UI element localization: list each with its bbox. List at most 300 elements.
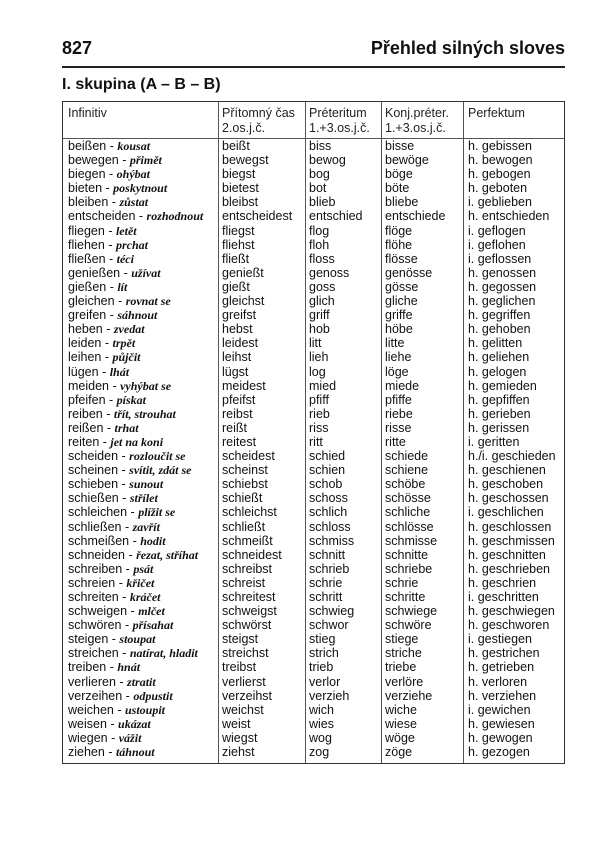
dash-separator: - bbox=[104, 745, 116, 760]
infinitive-cell bbox=[68, 632, 155, 646]
perfect-cell: i. geflossen bbox=[468, 251, 532, 266]
czech-translation: jet na koni bbox=[110, 434, 164, 449]
dash-separator: - bbox=[127, 505, 139, 520]
infinitive-cell bbox=[68, 548, 198, 562]
infinitive-cell bbox=[68, 477, 163, 491]
present-cell: weichst bbox=[222, 702, 264, 717]
present-cell: fliegst bbox=[222, 223, 255, 238]
table-row bbox=[63, 548, 564, 562]
table-row bbox=[63, 181, 564, 195]
konjunktiv-cell: bliebe bbox=[385, 195, 419, 210]
dash-separator: - bbox=[105, 251, 117, 266]
preterite-cell: rieb bbox=[309, 406, 330, 421]
preterite-cell: stieg bbox=[309, 632, 336, 647]
dash-separator: - bbox=[107, 730, 119, 745]
table-row bbox=[63, 393, 564, 407]
konjunktiv-cell: schliche bbox=[385, 505, 431, 520]
infinitive: schneiden bbox=[68, 547, 125, 562]
dash-separator: - bbox=[106, 660, 118, 675]
table-row bbox=[63, 435, 564, 449]
preterite-cell: glich bbox=[309, 294, 335, 309]
present-cell: bewegst bbox=[222, 153, 269, 168]
present-cell: biegst bbox=[222, 167, 256, 182]
konjunktiv-cell: wöge bbox=[385, 730, 415, 745]
preterite-cell: mied bbox=[309, 378, 337, 393]
present-cell: ziehst bbox=[222, 745, 255, 760]
table-row bbox=[63, 731, 564, 745]
perfect-cell: i. geritten bbox=[468, 434, 520, 449]
dash-separator: - bbox=[106, 279, 118, 294]
table-row bbox=[63, 562, 564, 576]
table-row bbox=[63, 675, 564, 689]
czech-translation: poskytnout bbox=[113, 181, 168, 196]
czech-translation: zvedat bbox=[113, 322, 145, 337]
infinitive: reiten bbox=[68, 434, 100, 449]
konjunktiv-cell: schmisse bbox=[385, 533, 438, 548]
preterite-cell: verzieh bbox=[309, 688, 350, 703]
konjunktiv-cell: ritte bbox=[385, 434, 406, 449]
preterite-cell: genoss bbox=[309, 265, 350, 280]
infinitive: schreiben bbox=[68, 561, 123, 576]
section-title: Přehled silných sloves bbox=[370, 38, 565, 58]
preterite-cell: verlor bbox=[309, 674, 341, 689]
infinitive: leiden bbox=[68, 336, 102, 351]
present-cell: fließt bbox=[222, 251, 250, 266]
infinitive-cell bbox=[68, 209, 203, 223]
perfect-cell: h. geglichen bbox=[468, 294, 536, 309]
dash-separator: - bbox=[118, 449, 130, 464]
dash-separator: - bbox=[118, 491, 130, 506]
header-perfect: Perfektum bbox=[468, 106, 525, 120]
perfect-cell: h. geschossen bbox=[468, 491, 549, 506]
preterite-cell: schloss bbox=[309, 519, 351, 534]
dash-separator: - bbox=[105, 167, 117, 182]
konjunktiv-cell: striche bbox=[385, 646, 422, 661]
czech-translation: rozhodnout bbox=[146, 209, 204, 224]
dash-separator: - bbox=[109, 378, 121, 393]
infinitive: schmeißen bbox=[68, 533, 130, 548]
table-row bbox=[63, 491, 564, 505]
preterite-cell: pfiff bbox=[309, 392, 329, 407]
dash-separator: - bbox=[98, 364, 110, 379]
konjunktiv-cell: litte bbox=[385, 336, 405, 351]
infinitive: schweigen bbox=[68, 604, 128, 619]
table-row bbox=[63, 266, 564, 280]
infinitive: schleichen bbox=[68, 505, 128, 520]
infinitive: schreiten bbox=[68, 590, 119, 604]
perfect-cell: h. geliehen bbox=[468, 350, 530, 365]
perfect-cell: i. gewichen bbox=[468, 702, 531, 717]
perfect-cell: i. geflogen bbox=[468, 223, 526, 238]
konjunktiv-cell: miede bbox=[385, 378, 420, 393]
infinitive: leihen bbox=[68, 350, 102, 365]
infinitive-cell bbox=[68, 703, 165, 717]
infinitive-cell bbox=[68, 407, 176, 421]
czech-translation: prchat bbox=[115, 237, 148, 252]
table-row bbox=[63, 365, 564, 379]
perfect-cell: h. gelitten bbox=[468, 336, 523, 351]
konjunktiv-cell: böte bbox=[385, 181, 410, 196]
konjunktiv-cell: flöhe bbox=[385, 237, 413, 252]
infinitive: bieten bbox=[68, 181, 103, 196]
table-row bbox=[63, 590, 564, 604]
preterite-cell: zog bbox=[309, 745, 330, 760]
infinitive-cell bbox=[68, 139, 150, 153]
perfect-cell: h./i. geschieden bbox=[468, 449, 556, 464]
infinitive: reißen bbox=[68, 420, 104, 435]
perfect-cell: h. gegriffen bbox=[468, 308, 531, 323]
present-cell: schwörst bbox=[222, 618, 272, 633]
konjunktiv-cell: wiche bbox=[385, 702, 417, 717]
czech-translation: natírat, hladit bbox=[129, 646, 198, 661]
table-row bbox=[63, 280, 564, 294]
konjunktiv-cell: schiene bbox=[385, 463, 429, 478]
dash-separator: - bbox=[108, 195, 120, 210]
dash-separator: - bbox=[102, 181, 114, 196]
czech-translation: vyhýbat se bbox=[120, 378, 172, 393]
konjunktiv-cell: schlösse bbox=[385, 519, 434, 534]
table-row bbox=[63, 660, 564, 674]
konjunktiv-cell: flöge bbox=[385, 223, 413, 238]
czech-translation: plížit se bbox=[138, 505, 176, 520]
infinitive-cell bbox=[68, 350, 141, 364]
dash-separator: - bbox=[102, 406, 114, 421]
czech-translation: kousat bbox=[117, 139, 151, 153]
czech-translation: užívat bbox=[131, 265, 161, 280]
konjunktiv-cell: schriebe bbox=[385, 561, 433, 576]
czech-translation: mlčet bbox=[138, 604, 165, 619]
present-cell: greifst bbox=[222, 308, 257, 323]
perfect-cell: i. geblieben bbox=[468, 195, 532, 210]
infinitive-cell bbox=[68, 590, 161, 604]
perfect-cell: h. gerieben bbox=[468, 406, 531, 421]
czech-translation: táhnout bbox=[115, 745, 155, 760]
infinitive: steigen bbox=[68, 632, 109, 647]
present-cell: scheinst bbox=[222, 463, 268, 478]
infinitive-cell bbox=[68, 365, 129, 379]
preterite-cell: lieh bbox=[309, 350, 329, 365]
infinitive: weichen bbox=[68, 702, 114, 717]
konjunktiv-cell: schwiege bbox=[385, 604, 438, 619]
czech-translation: téci bbox=[116, 251, 134, 266]
infinitive-cell bbox=[68, 660, 140, 674]
preterite-cell: floh bbox=[309, 237, 330, 252]
infinitive: schießen bbox=[68, 491, 119, 506]
infinitive: verzeihen bbox=[68, 688, 123, 703]
preterite-cell: biss bbox=[309, 139, 332, 153]
table-row bbox=[63, 209, 564, 223]
table-row bbox=[63, 350, 564, 364]
preterite-cell: blieb bbox=[309, 195, 336, 210]
present-cell: schließt bbox=[222, 519, 266, 534]
present-cell: schreibst bbox=[222, 561, 273, 576]
infinitive-cell bbox=[68, 181, 167, 195]
perfect-cell: h. verziehen bbox=[468, 688, 537, 703]
present-cell: schneidest bbox=[222, 547, 282, 562]
infinitive: entscheiden bbox=[68, 209, 136, 224]
dash-separator: - bbox=[121, 519, 133, 534]
perfect-cell: h. genossen bbox=[468, 265, 537, 280]
present-cell: leidest bbox=[222, 336, 259, 351]
konjunktiv-cell: entschiede bbox=[385, 209, 446, 224]
infinitive-cell bbox=[68, 731, 141, 745]
konjunktiv-cell: zöge bbox=[385, 745, 413, 760]
header-present-line2: 2.os.j.č. bbox=[222, 121, 266, 135]
perfect-cell: h. gehoben bbox=[468, 322, 531, 337]
header-infinitive: Infinitiv bbox=[68, 106, 107, 120]
table-row bbox=[63, 167, 564, 181]
infinitive-cell bbox=[68, 322, 145, 336]
perfect-cell: h. geschlossen bbox=[468, 519, 552, 534]
infinitive-cell bbox=[68, 435, 163, 449]
present-cell: gleichst bbox=[222, 294, 265, 309]
preterite-cell: litt bbox=[309, 336, 322, 351]
infinitive-cell bbox=[68, 238, 148, 252]
dash-separator: - bbox=[118, 646, 130, 661]
infinitive: treiben bbox=[68, 660, 107, 675]
preterite-cell: log bbox=[309, 364, 326, 379]
konjunktiv-cell: schösse bbox=[385, 491, 431, 506]
present-cell: reitest bbox=[222, 434, 257, 449]
dash-separator: - bbox=[122, 561, 134, 576]
konjunktiv-cell: griffe bbox=[385, 308, 413, 323]
preterite-cell: schien bbox=[309, 463, 346, 478]
perfect-cell: h. gerissen bbox=[468, 420, 530, 435]
preterite-cell: trieb bbox=[309, 660, 334, 675]
infinitive-cell bbox=[68, 195, 148, 209]
present-cell: wiegst bbox=[222, 730, 258, 745]
table-row bbox=[63, 689, 564, 703]
konjunktiv-cell: bisse bbox=[385, 139, 415, 153]
preterite-cell: griff bbox=[309, 308, 330, 323]
czech-translation: odpustit bbox=[133, 688, 173, 703]
dash-separator: - bbox=[121, 618, 133, 633]
infinitive: schwören bbox=[68, 618, 122, 633]
preterite-cell: bewog bbox=[309, 153, 346, 168]
preterite-cell: floss bbox=[309, 251, 335, 266]
table-row bbox=[63, 449, 564, 463]
konjunktiv-cell: böge bbox=[385, 167, 413, 182]
konjunktiv-cell: genösse bbox=[385, 265, 433, 280]
infinitive-cell bbox=[68, 534, 166, 548]
infinitive-cell bbox=[68, 421, 139, 435]
czech-translation: pískat bbox=[116, 392, 146, 407]
table-row bbox=[63, 646, 564, 660]
dash-separator: - bbox=[118, 477, 130, 492]
present-cell: fliehst bbox=[222, 237, 255, 252]
czech-translation: přimět bbox=[129, 153, 162, 168]
czech-translation: sunout bbox=[129, 477, 164, 492]
czech-translation: ohýbat bbox=[116, 167, 150, 182]
infinitive: schieben bbox=[68, 477, 119, 492]
czech-translation: stoupat bbox=[119, 632, 156, 647]
group-title: I. skupina (A – B – B) bbox=[62, 76, 221, 93]
header-konjunktiv bbox=[385, 106, 449, 136]
perfect-cell: h. geschrien bbox=[468, 575, 537, 590]
header-present-line1: Přítomný čas bbox=[222, 106, 295, 120]
table-row bbox=[63, 407, 564, 421]
konjunktiv-cell: schritte bbox=[385, 590, 426, 604]
perfect-cell: h. gestrichen bbox=[468, 646, 540, 661]
present-cell: verzeihst bbox=[222, 688, 273, 703]
czech-translation: trpět bbox=[112, 336, 136, 351]
konjunktiv-cell: pfiffe bbox=[385, 392, 412, 407]
preterite-cell: bot bbox=[309, 181, 327, 196]
table-row bbox=[63, 618, 564, 632]
infinitive: meiden bbox=[68, 378, 109, 393]
table-row bbox=[63, 717, 564, 731]
infinitive: bewegen bbox=[68, 153, 119, 168]
czech-translation: vážit bbox=[118, 730, 142, 745]
present-cell: treibst bbox=[222, 660, 257, 675]
table-row bbox=[63, 252, 564, 266]
infinitive-cell bbox=[68, 336, 135, 350]
infinitive: fliehen bbox=[68, 237, 105, 252]
header-present bbox=[222, 106, 295, 136]
present-cell: hebst bbox=[222, 322, 253, 337]
czech-translation: střílet bbox=[129, 491, 158, 506]
czech-translation: ustoupit bbox=[124, 702, 166, 717]
dash-separator: - bbox=[135, 209, 147, 224]
table-row bbox=[63, 703, 564, 717]
preterite-cell: schob bbox=[309, 477, 343, 492]
infinitive-cell bbox=[68, 379, 171, 393]
preterite-cell: flog bbox=[309, 223, 330, 238]
infinitive: bleiben bbox=[68, 195, 109, 210]
present-cell: meidest bbox=[222, 378, 266, 393]
page-number: 827 bbox=[62, 38, 93, 58]
infinitive-cell bbox=[68, 562, 153, 576]
preterite-cell: schmiss bbox=[309, 533, 355, 548]
infinitive: beißen bbox=[68, 139, 107, 153]
czech-translation: trhat bbox=[114, 420, 139, 435]
perfect-cell: h. gegossen bbox=[468, 279, 537, 294]
present-cell: schweigst bbox=[222, 604, 277, 619]
dash-separator: - bbox=[104, 223, 116, 238]
czech-translation: ukázat bbox=[118, 716, 151, 731]
czech-translation: půjčit bbox=[112, 350, 141, 365]
present-cell: leihst bbox=[222, 350, 252, 365]
konjunktiv-cell: schiede bbox=[385, 449, 429, 464]
dash-separator: - bbox=[120, 265, 132, 280]
infinitive: gießen bbox=[68, 279, 107, 294]
perfect-cell: h. gezogen bbox=[468, 745, 530, 760]
preterite-cell: wies bbox=[309, 716, 335, 731]
preterite-cell: schrieb bbox=[309, 561, 350, 576]
header-konjunktiv-line2: 1.+3.os.j.č. bbox=[385, 121, 446, 135]
dash-separator: - bbox=[115, 575, 127, 590]
czech-translation: rozloučit se bbox=[129, 449, 186, 464]
present-cell: schreitest bbox=[222, 590, 276, 604]
perfect-cell: h. gepfiffen bbox=[468, 392, 530, 407]
czech-translation: sáhnout bbox=[117, 308, 158, 323]
konjunktiv-cell: liehe bbox=[385, 350, 412, 365]
present-cell: genießt bbox=[222, 265, 264, 280]
infinitive-cell bbox=[68, 520, 160, 534]
czech-translation: křičet bbox=[126, 575, 155, 590]
preterite-cell: entschied bbox=[309, 209, 363, 224]
table-row bbox=[63, 139, 564, 153]
infinitive: streichen bbox=[68, 646, 119, 661]
czech-translation: letět bbox=[115, 223, 137, 238]
dash-separator: - bbox=[118, 463, 130, 478]
dash-separator: - bbox=[106, 139, 118, 153]
table-row bbox=[63, 576, 564, 590]
preterite-cell: schlich bbox=[309, 505, 348, 520]
perfect-cell: h. geschmissen bbox=[468, 533, 555, 548]
dash-separator: - bbox=[103, 420, 115, 435]
infinitive-cell bbox=[68, 505, 175, 519]
infinitive-cell bbox=[68, 576, 154, 590]
perfect-cell: h. geschnitten bbox=[468, 547, 546, 562]
perfect-cell: h. gebissen bbox=[468, 139, 532, 153]
present-cell: schreist bbox=[222, 575, 266, 590]
dash-separator: - bbox=[106, 308, 118, 323]
czech-translation: hnát bbox=[117, 660, 141, 675]
konjunktiv-cell: löge bbox=[385, 364, 409, 379]
infinitive: schließen bbox=[68, 519, 122, 534]
dash-separator: - bbox=[115, 674, 128, 689]
table-row bbox=[63, 238, 564, 252]
konjunktiv-cell: wiese bbox=[385, 716, 417, 731]
perfect-cell: h. getrieben bbox=[468, 660, 535, 675]
table-row bbox=[63, 421, 564, 435]
perfect-cell: h. gewiesen bbox=[468, 716, 535, 731]
dash-separator: - bbox=[122, 688, 134, 703]
infinitive: genießen bbox=[68, 265, 121, 280]
dash-separator: - bbox=[118, 153, 130, 168]
perfect-cell: h. geschrieben bbox=[468, 561, 551, 576]
present-cell: lügst bbox=[222, 364, 249, 379]
perfect-cell: h. gewogen bbox=[468, 730, 533, 745]
konjunktiv-cell: schwöre bbox=[385, 618, 432, 633]
table-row bbox=[63, 294, 564, 308]
czech-translation: svítit, zdát se bbox=[129, 463, 192, 478]
perfect-cell: h. gemieden bbox=[468, 378, 537, 393]
konjunktiv-cell: gösse bbox=[385, 279, 419, 294]
table-row bbox=[63, 195, 564, 209]
perfect-cell: i. geflohen bbox=[468, 237, 526, 252]
dash-separator: - bbox=[114, 294, 126, 309]
table-row bbox=[63, 463, 564, 477]
table-row bbox=[63, 505, 564, 519]
header-preterite-line1: Préteritum bbox=[309, 106, 367, 120]
dash-separator: - bbox=[125, 547, 137, 562]
header-rule bbox=[62, 66, 565, 68]
infinitive-cell bbox=[68, 393, 146, 407]
konjunktiv-cell: schnitte bbox=[385, 547, 429, 562]
preterite-cell: schoss bbox=[309, 491, 348, 506]
infinitive-cell bbox=[68, 618, 173, 632]
perfect-cell: i. geschritten bbox=[468, 590, 539, 604]
perfect-cell: h. geboten bbox=[468, 181, 528, 196]
infinitive: wiegen bbox=[68, 730, 108, 745]
konjunktiv-cell: risse bbox=[385, 420, 412, 435]
czech-translation: řezat, stříhat bbox=[136, 547, 199, 562]
perfect-cell: h. geschienen bbox=[468, 463, 546, 478]
preterite-cell: hob bbox=[309, 322, 330, 337]
present-cell: schleichst bbox=[222, 505, 277, 520]
present-cell: schiebst bbox=[222, 477, 268, 492]
perfect-cell: h. geschoben bbox=[468, 477, 544, 492]
perfect-cell: h. bewogen bbox=[468, 153, 533, 168]
present-cell: beißt bbox=[222, 139, 250, 153]
preterite-cell: schwor bbox=[309, 618, 349, 633]
dash-separator: - bbox=[101, 350, 113, 365]
table-row bbox=[63, 477, 564, 491]
present-cell: scheidest bbox=[222, 449, 275, 464]
infinitive-cell bbox=[68, 689, 173, 703]
